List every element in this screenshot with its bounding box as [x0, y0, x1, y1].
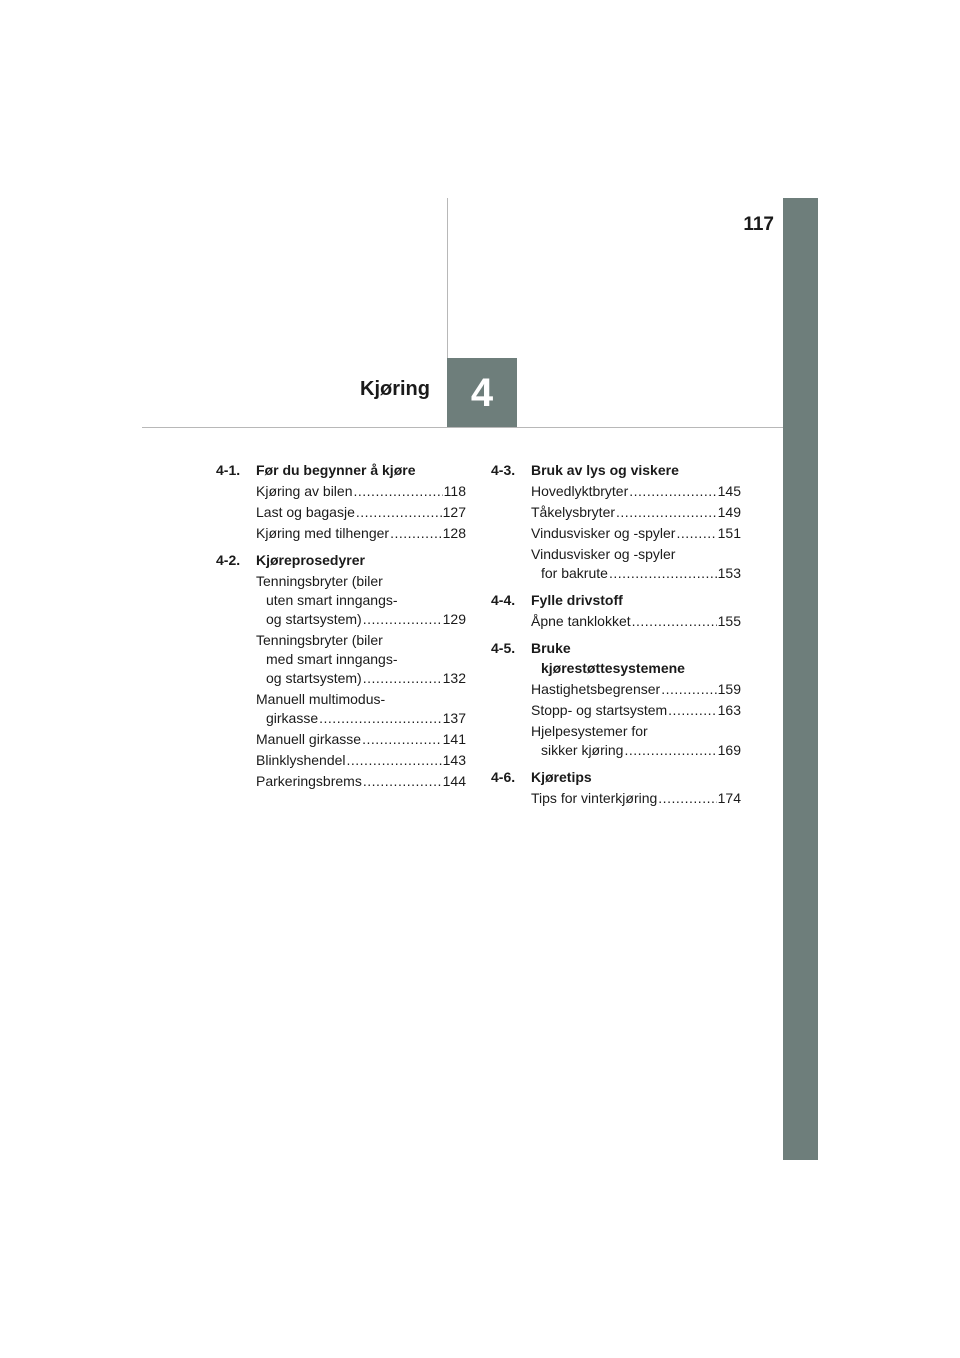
dot-leader — [658, 789, 716, 808]
entry-last-line — [531, 789, 741, 808]
entry-text-line: girkasse — [266, 710, 319, 726]
entry-page-number: 145 — [717, 483, 741, 499]
dot-leader — [363, 669, 442, 688]
dot-leader — [629, 482, 716, 501]
entry-page-number: 169 — [717, 742, 741, 758]
entry-last-line — [531, 503, 741, 522]
section-title-line: Fylle drivstoff — [531, 592, 623, 608]
entry-last-line — [531, 612, 741, 631]
dot-leader — [362, 730, 442, 749]
section-entries — [531, 482, 741, 583]
entry-page-number: 118 — [443, 483, 466, 499]
section-entries — [531, 789, 741, 808]
dot-leader — [354, 482, 443, 501]
entry-last-line — [531, 564, 741, 583]
entry-page-number: 151 — [717, 525, 741, 541]
section-number: 4-4. — [491, 592, 516, 608]
entry-last-line — [531, 741, 741, 760]
toc-entry[interactable] — [256, 631, 466, 688]
dot-leader — [632, 612, 717, 631]
section-entries — [256, 482, 466, 543]
entry-text-line: med smart inngangs- — [266, 651, 398, 667]
section-title — [256, 550, 466, 570]
section-number: 4-6. — [491, 769, 516, 785]
dot-leader — [668, 701, 716, 720]
section-entries — [531, 612, 741, 631]
dot-leader — [624, 741, 716, 760]
toc-entry[interactable] — [531, 680, 741, 699]
toc-entry[interactable] — [256, 751, 466, 770]
section-heading — [491, 638, 741, 678]
toc-section — [491, 590, 741, 631]
section-title — [531, 460, 741, 480]
entry-text-line: Hjelpesystemer for — [531, 723, 648, 739]
section-number: 4-3. — [491, 462, 516, 478]
toc-entry[interactable] — [531, 545, 741, 583]
section-title — [531, 767, 741, 787]
section-heading — [216, 460, 466, 480]
entry-text-line: Manuell multimodus- — [256, 691, 386, 707]
toc-column-right — [491, 460, 741, 815]
entry-text-line: Hovedlyktbryter — [531, 483, 629, 499]
dot-leader — [347, 751, 442, 770]
section-title-line: Bruke — [531, 640, 571, 656]
chapter-side-tab — [783, 198, 818, 1160]
entry-text-line: Åpne tanklokket — [531, 613, 631, 629]
dot-leader — [363, 610, 442, 629]
section-title — [531, 590, 741, 610]
entry-last-line — [256, 610, 466, 629]
entry-page-number: 163 — [717, 702, 741, 718]
toc-entry[interactable] — [531, 503, 741, 522]
dot-leader — [616, 503, 717, 522]
section-heading — [491, 590, 741, 610]
section-title — [256, 460, 466, 480]
entry-page-number: 127 — [442, 504, 466, 520]
dot-leader — [676, 524, 716, 543]
toc-entry[interactable] — [531, 612, 741, 631]
section-number: 4-1. — [216, 462, 241, 478]
entry-text-line: for bakrute — [541, 565, 608, 581]
section-title-line: Bruk av lys og viskere — [531, 462, 679, 478]
section-title-line: Kjøreprosedyrer — [256, 552, 365, 568]
section-title-line: Før du begynner å kjøre — [256, 462, 416, 478]
entry-last-line — [256, 730, 466, 749]
entry-page-number: 159 — [717, 681, 741, 697]
section-number: 4-5. — [491, 640, 516, 656]
entry-text-line: sikker kjøring — [541, 742, 624, 758]
toc-entry[interactable] — [531, 482, 741, 501]
entry-page-number: 132 — [442, 670, 466, 686]
entry-page-number: 141 — [442, 731, 466, 747]
entry-last-line — [256, 772, 466, 791]
toc-entry[interactable] — [531, 524, 741, 543]
entry-text-line: Tenningsbryter (biler — [256, 632, 383, 648]
entry-text-line: uten smart inngangs- — [266, 592, 398, 608]
section-heading — [491, 460, 741, 480]
entry-text-line: Last og bagasje — [256, 504, 355, 520]
chapter-title: Kjøring — [360, 378, 430, 400]
entry-last-line — [256, 709, 466, 728]
section-heading — [491, 767, 741, 787]
dot-leader — [609, 564, 717, 583]
entry-text-line: og startsystem) — [266, 611, 362, 627]
entry-page-number: 153 — [717, 565, 741, 581]
vertical-divider — [447, 198, 448, 358]
entry-text-line: Tenningsbryter (biler — [256, 573, 383, 589]
entry-page-number: 155 — [717, 613, 741, 629]
toc-section — [491, 460, 741, 583]
section-heading — [216, 550, 466, 570]
entry-page-number: 144 — [442, 773, 466, 789]
entry-last-line — [256, 751, 466, 770]
toc-entry[interactable] — [256, 730, 466, 749]
toc-entry[interactable] — [531, 722, 741, 760]
chapter-number-box: 4 — [447, 358, 517, 428]
entry-last-line — [256, 669, 466, 688]
entry-page-number: 129 — [442, 611, 466, 627]
entry-page-number: 174 — [717, 790, 741, 806]
section-entries — [256, 572, 466, 791]
dot-leader — [319, 709, 442, 728]
entry-text-line: Kjøring av bilen — [256, 483, 353, 499]
entry-text-line: og startsystem) — [266, 670, 362, 686]
entry-last-line — [256, 503, 466, 522]
entry-last-line — [531, 524, 741, 543]
toc-entry[interactable] — [256, 503, 466, 522]
dot-leader — [390, 524, 442, 543]
toc-section — [491, 638, 741, 760]
dot-leader — [356, 503, 442, 522]
page-number: 117 — [743, 214, 774, 235]
entry-last-line — [531, 482, 741, 501]
entry-last-line — [256, 524, 466, 543]
toc-entry[interactable] — [531, 789, 741, 808]
entry-text-line: Vindusvisker og -spyler — [531, 546, 676, 562]
toc-column-left — [216, 460, 466, 798]
section-title-line: Kjøretips — [531, 769, 592, 785]
entry-text-line: Blinklyshendel — [256, 752, 346, 768]
entry-text-line: Manuell girkasse — [256, 731, 362, 747]
entry-page-number: 143 — [442, 752, 466, 768]
entry-text-line: Tåkelysbryter — [531, 504, 616, 520]
entry-text-line: Kjøring med tilhenger — [256, 525, 390, 541]
entry-text-line: Tips for vinterkjøring — [531, 790, 658, 806]
toc-section — [491, 767, 741, 808]
toc-entry[interactable] — [256, 690, 466, 728]
entry-text-line: Parkeringsbrems — [256, 773, 362, 789]
section-entries — [531, 680, 741, 760]
section-title — [531, 638, 741, 678]
toc-entry[interactable] — [256, 572, 466, 629]
section-number: 4-2. — [216, 552, 241, 568]
entry-text-line: Hastighetsbegrenser — [531, 681, 661, 697]
toc-entry[interactable] — [256, 772, 466, 791]
toc-entry[interactable] — [256, 524, 466, 543]
toc-entry[interactable] — [531, 701, 741, 720]
entry-last-line — [256, 482, 466, 501]
toc-section — [216, 550, 466, 791]
entry-page-number: 149 — [717, 504, 741, 520]
entry-page-number: 137 — [442, 710, 466, 726]
entry-text-line: Stopp- og startsystem — [531, 702, 668, 718]
entry-text-line: Vindusvisker og -spyler — [531, 525, 676, 541]
dot-leader — [363, 772, 442, 791]
entry-last-line — [531, 701, 741, 720]
toc-section — [216, 460, 466, 543]
entry-last-line — [531, 680, 741, 699]
section-title-line: kjørestøttesystemene — [541, 660, 685, 676]
dot-leader — [661, 680, 716, 699]
horizontal-divider — [142, 427, 783, 428]
toc-entry[interactable] — [256, 482, 466, 501]
entry-page-number: 128 — [442, 525, 466, 541]
